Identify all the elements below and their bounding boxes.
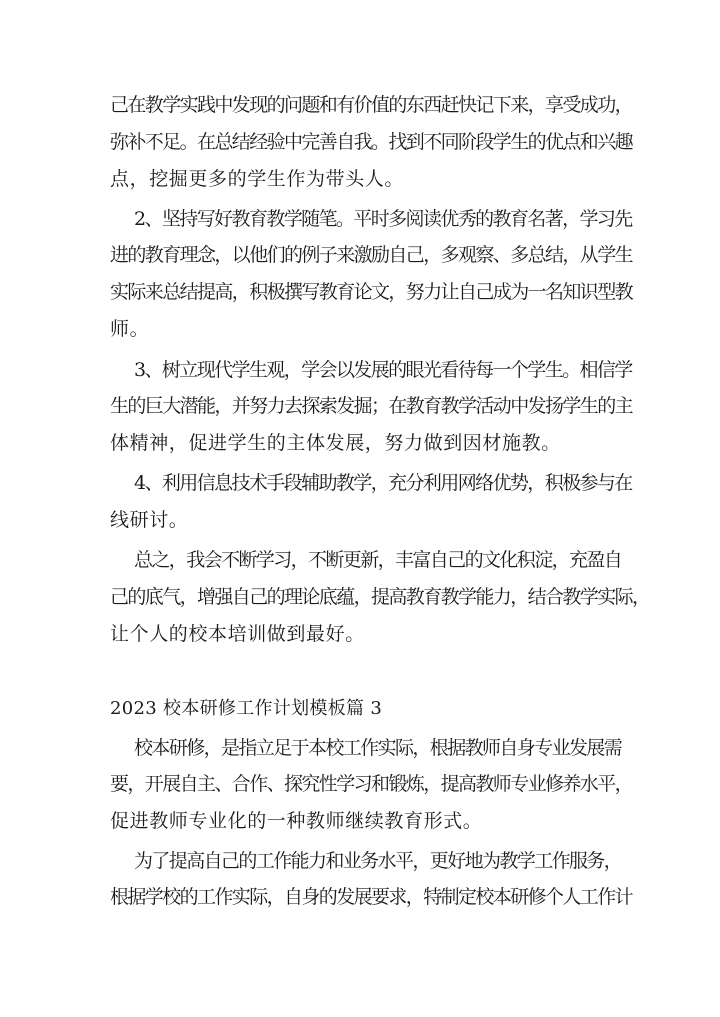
section-heading: 2023 校本研修工作计划模板篇 3 <box>110 698 383 719</box>
text-line: 校本研修，是指立足于本校工作实际，根据教师自身专业发展需 <box>134 737 622 759</box>
text-line: 己的底气，增强自己的理论底蕴，提高教育教学能力，结合教学实际， <box>110 586 650 608</box>
text-line: 己在教学实践中发现的问题和有价值的东西赶快记下来，享受成功， <box>110 94 633 116</box>
text-line: 点，挖掘更多的学生作为带头人。 <box>110 168 405 190</box>
text-line: 4、利用信息技术手段辅助教学，充分利用网络优势，积极参与在 <box>134 472 632 494</box>
text-line: 为了提高自己的工作能力和业务水平，更好地为教学工作服务， <box>134 850 622 872</box>
text-line: 让个人的校本培训做到最好。 <box>110 623 365 645</box>
text-line: 2、坚持写好教育教学随笔。平时多阅读优秀的教育名著，学习先 <box>134 208 632 230</box>
text-line: 要，开展自主、合作、探究性学习和锻炼，提高教师专业修养水平， <box>110 773 633 795</box>
text-line: 促进教师专业化的一种教师继续教育形式。 <box>110 810 483 832</box>
text-line: 体精神，促进学生的主体发展，努力做到因材施教。 <box>110 432 561 454</box>
text-line: 生的巨大潜能，并努力去探索发掘；在教育教学活动中发扬学生的主 <box>110 395 633 417</box>
text-line: 实际来总结提高，积极撰写教育论文，努力让自己成为一名知识型教 <box>110 281 633 303</box>
text-line: 进的教育理念，以他们的例子来激励自己，多观察、多总结，从学生 <box>110 244 633 266</box>
text-line: 师。 <box>110 318 150 340</box>
text-line: 总之，我会不断学习，不断更新，丰富自己的文化积淀，充盈自 <box>134 549 622 571</box>
text-line: 弥补不足。在总结经验中完善自我。找到不同阶段学生的优点和兴趣 <box>110 131 633 153</box>
text-line: 3、树立现代学生观，学会以发展的眼光看待每一个学生。相信学 <box>134 359 632 381</box>
text-line: 线研讨。 <box>110 509 189 531</box>
text-line: 根据学校的工作实际，自身的发展要求，特制定校本研修个人工作计 <box>110 886 633 908</box>
